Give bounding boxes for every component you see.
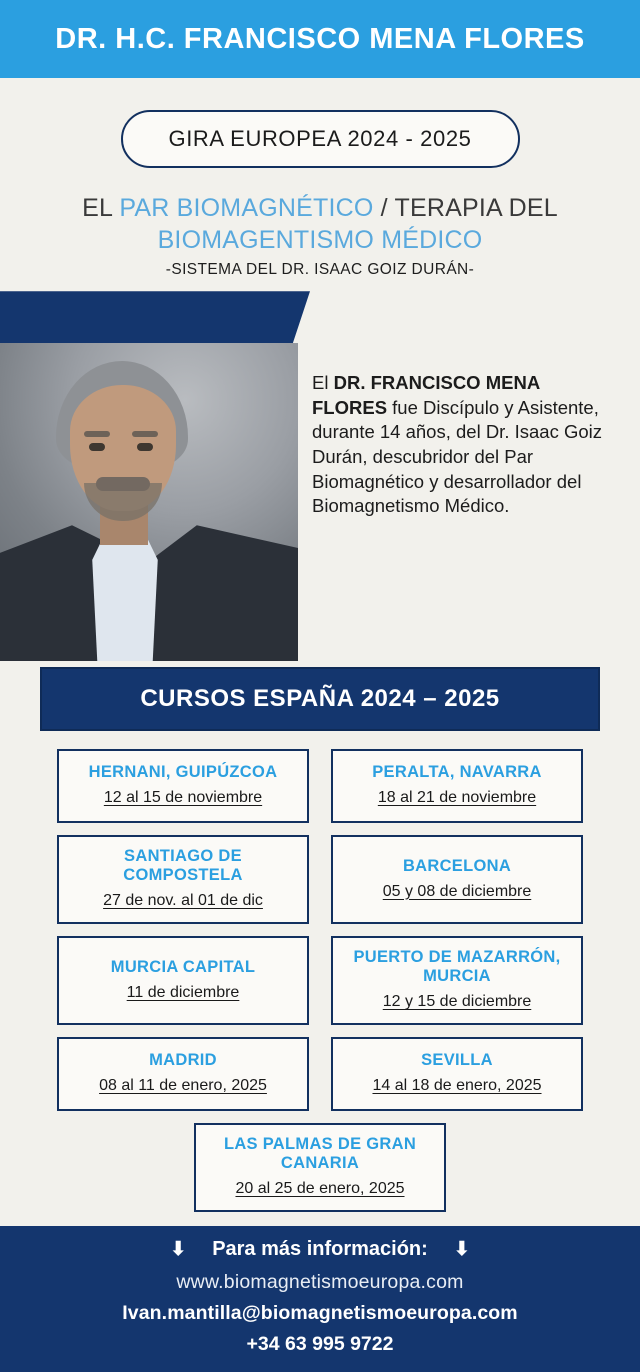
subtitle-prefix: EL [82,194,120,222]
course-city: HERNANI, GUIPÚZCOA [88,763,278,782]
course-card[interactable] [331,749,583,823]
portrait-brow-left [84,431,110,437]
portrait-eye-left [89,443,105,451]
subtitle-line-1 [18,194,622,224]
course-card[interactable] [57,835,309,924]
bio-rest: fue Discípulo y Asistente, durante 14 años, del Dr. Isaac Goiz Durán, descubridor del Par Biomagnético y desarrollador del Biomagnetismo Médico. [312,396,603,517]
course-city: LAS PALMAS DE GRAN CANARIA [223,1135,417,1173]
course-dates: 12 y 15 de diciembre [382,993,532,1011]
course-card[interactable] [194,1123,446,1212]
footer-info-label: Para más información: [212,1238,428,1260]
footer-info-row [0,1238,640,1261]
course-card[interactable] [57,936,309,1025]
course-dates: 11 de diciembre [126,983,240,1001]
arrow-down-icon: ⬇ [453,1239,470,1260]
bio-doctor-name: DR. FRANCISCO MENA FLORES [312,372,540,418]
course-dates: 14 al 18 de enero, 2025 [372,1077,542,1095]
portrait-eye-right [137,443,153,451]
profile-section [0,291,640,671]
page-title: DR. H.C. FRANCISCO MENA FLORES [55,22,585,55]
courses-banner [40,667,600,731]
course-dates: 08 al 11 de enero, 2025 [99,1077,267,1095]
course-city: BARCELONA [402,856,512,875]
course-dates: 05 y 08 de diciembre [382,882,532,900]
course-city: PERALTA, NAVARRA [372,763,542,782]
course-card[interactable] [331,936,583,1025]
course-city: SEVILLA [421,1051,493,1070]
footer-website-link[interactable]: www.biomagnetismoeuropa.com [176,1271,464,1293]
course-card[interactable] [331,835,583,924]
course-dates: 18 al 21 de noviembre [377,789,537,807]
course-city: MURCIA CAPITAL [110,957,256,976]
course-card[interactable] [57,749,309,823]
portrait-jacket-right [150,525,298,661]
course-card[interactable] [331,1037,583,1111]
course-dates: 27 de nov. al 01 de dic [103,892,263,910]
portrait-brow-right [132,431,158,437]
courses-grid [52,749,588,1111]
course-dates: 12 al 15 de noviembre [103,789,263,807]
subtitle-block [0,194,640,279]
courses-grid-last-row [0,1123,640,1212]
portrait-mustache [96,477,150,491]
subtitle-highlight: PAR BIOMAGNÉTICO [119,194,374,222]
bio-prefix: El [312,372,334,394]
course-city: PUERTO DE MAZARRÓN, MURCIA [353,948,561,986]
header-banner [0,0,640,78]
footer [0,1226,640,1372]
course-dates: 20 al 25 de enero, 2025 [235,1180,405,1198]
courses-banner-label: CURSOS ESPAÑA 2024 – 2025 [140,685,500,713]
course-city: SANTIAGO DE COMPOSTELA [123,847,243,885]
course-card[interactable] [57,1037,309,1111]
footer-phone-number[interactable]: +34 63 995 9722 [246,1333,394,1355]
bio-text [312,371,612,519]
subtitle-line-3: -SISTEMA DEL DR. ISAAC GOIZ DURÁN- [165,261,475,278]
subtitle-suffix: / TERAPIA DEL [373,194,558,222]
tour-pill: GIRA EUROPEA 2024 - 2025 [121,110,520,168]
tour-pill-container [0,110,640,168]
course-city: MADRID [149,1051,217,1070]
subtitle-line-2: BIOMAGENTISMO MÉDICO [157,225,483,254]
arrow-down-icon: ⬇ [170,1239,187,1260]
footer-email-link[interactable]: Ivan.mantilla@biomagnetismoeuropa.com [122,1302,518,1324]
doctor-portrait-image [0,343,298,661]
